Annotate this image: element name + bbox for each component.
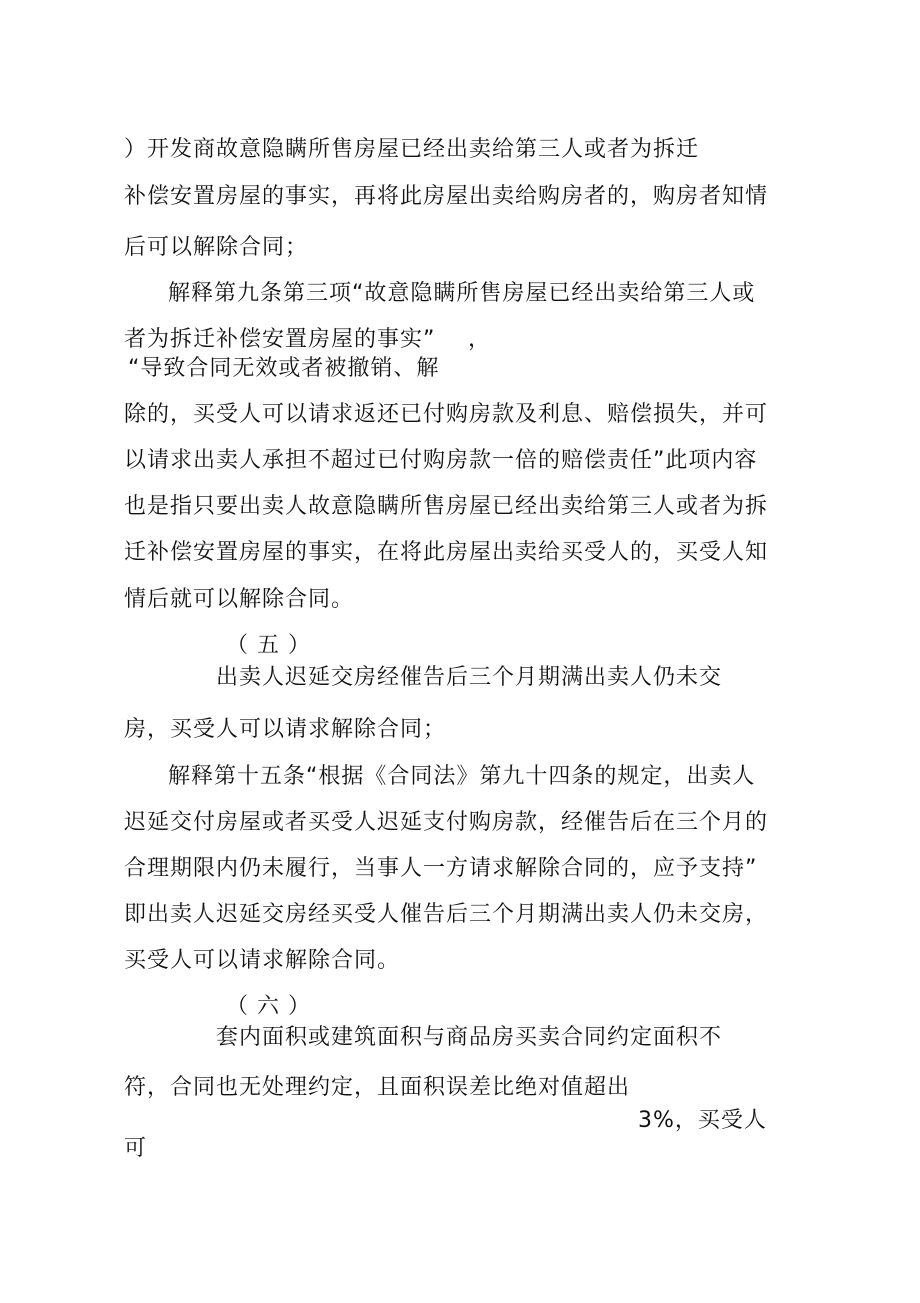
text-line: 后可以解除合同； — [124, 235, 309, 260]
text-line: 解释第十五条“根据《合同法》第九十四条的规定，出卖人 — [168, 764, 756, 789]
text-line: 解释第九条第三项“故意隐瞒所售房屋已经出卖给第三人或 — [168, 281, 756, 306]
text-line: 迁补偿安置房屋的事实，在将此房屋出卖给买受人的，买受人知 — [124, 540, 769, 565]
text-line: 套内面积或建筑面积与商品房买卖合同约定面积不 — [216, 1025, 723, 1050]
text-line: ）开发商故意隐瞒所售房屋已经出卖给第三人或者为拆迁 — [124, 137, 700, 162]
text-line: 补偿安置房屋的事实，再将此房屋出卖给购房者的，购房者知情 — [124, 184, 769, 209]
text-line: 买受人可以请求解除合同。 — [124, 948, 401, 973]
text-line: 除的，买受人可以请求返还已付购房款及利息、赔偿损失，并可 — [124, 402, 769, 427]
text-line: “导致合同无效或者被撤销、解 — [128, 356, 440, 381]
text-line: 3%，买受人 — [638, 1108, 767, 1133]
text-line: 也是指只要出卖人故意隐瞒所售房屋已经出卖给第三人或者为拆 — [124, 494, 769, 519]
text-line: 者为拆迁补偿安置房屋的事实” — [124, 327, 436, 352]
section-heading: （ 六 ） — [226, 994, 311, 1019]
text-line: 迟延交付房屋或者买受人迟延支付购房款，经催告后在三个月的 — [124, 810, 769, 835]
text-line: 出卖人迟延交房经催告后三个月期满出卖人仍未交 — [216, 665, 723, 690]
text-line: 房，买受人可以请求解除合同； — [124, 717, 447, 742]
text-line: ， — [468, 327, 492, 352]
text-line: 情后就可以解除合同。 — [124, 587, 355, 612]
text-line: 即出卖人迟延交房经买受人催告后三个月期满出卖人仍未交房， — [124, 902, 769, 927]
text-line: 合理期限内仍未履行，当事人一方请求解除合同的，应予支持” — [124, 856, 758, 881]
section-heading: （ 五 ） — [226, 633, 311, 658]
text-line: 符，合同也无处理约定，且面积误差比绝对值超出 — [124, 1075, 631, 1100]
text-line: 可 — [124, 1136, 148, 1161]
text-line: 以请求出卖人承担不超过已付购房款一倍的赔偿责任”此项内容 — [124, 448, 758, 473]
